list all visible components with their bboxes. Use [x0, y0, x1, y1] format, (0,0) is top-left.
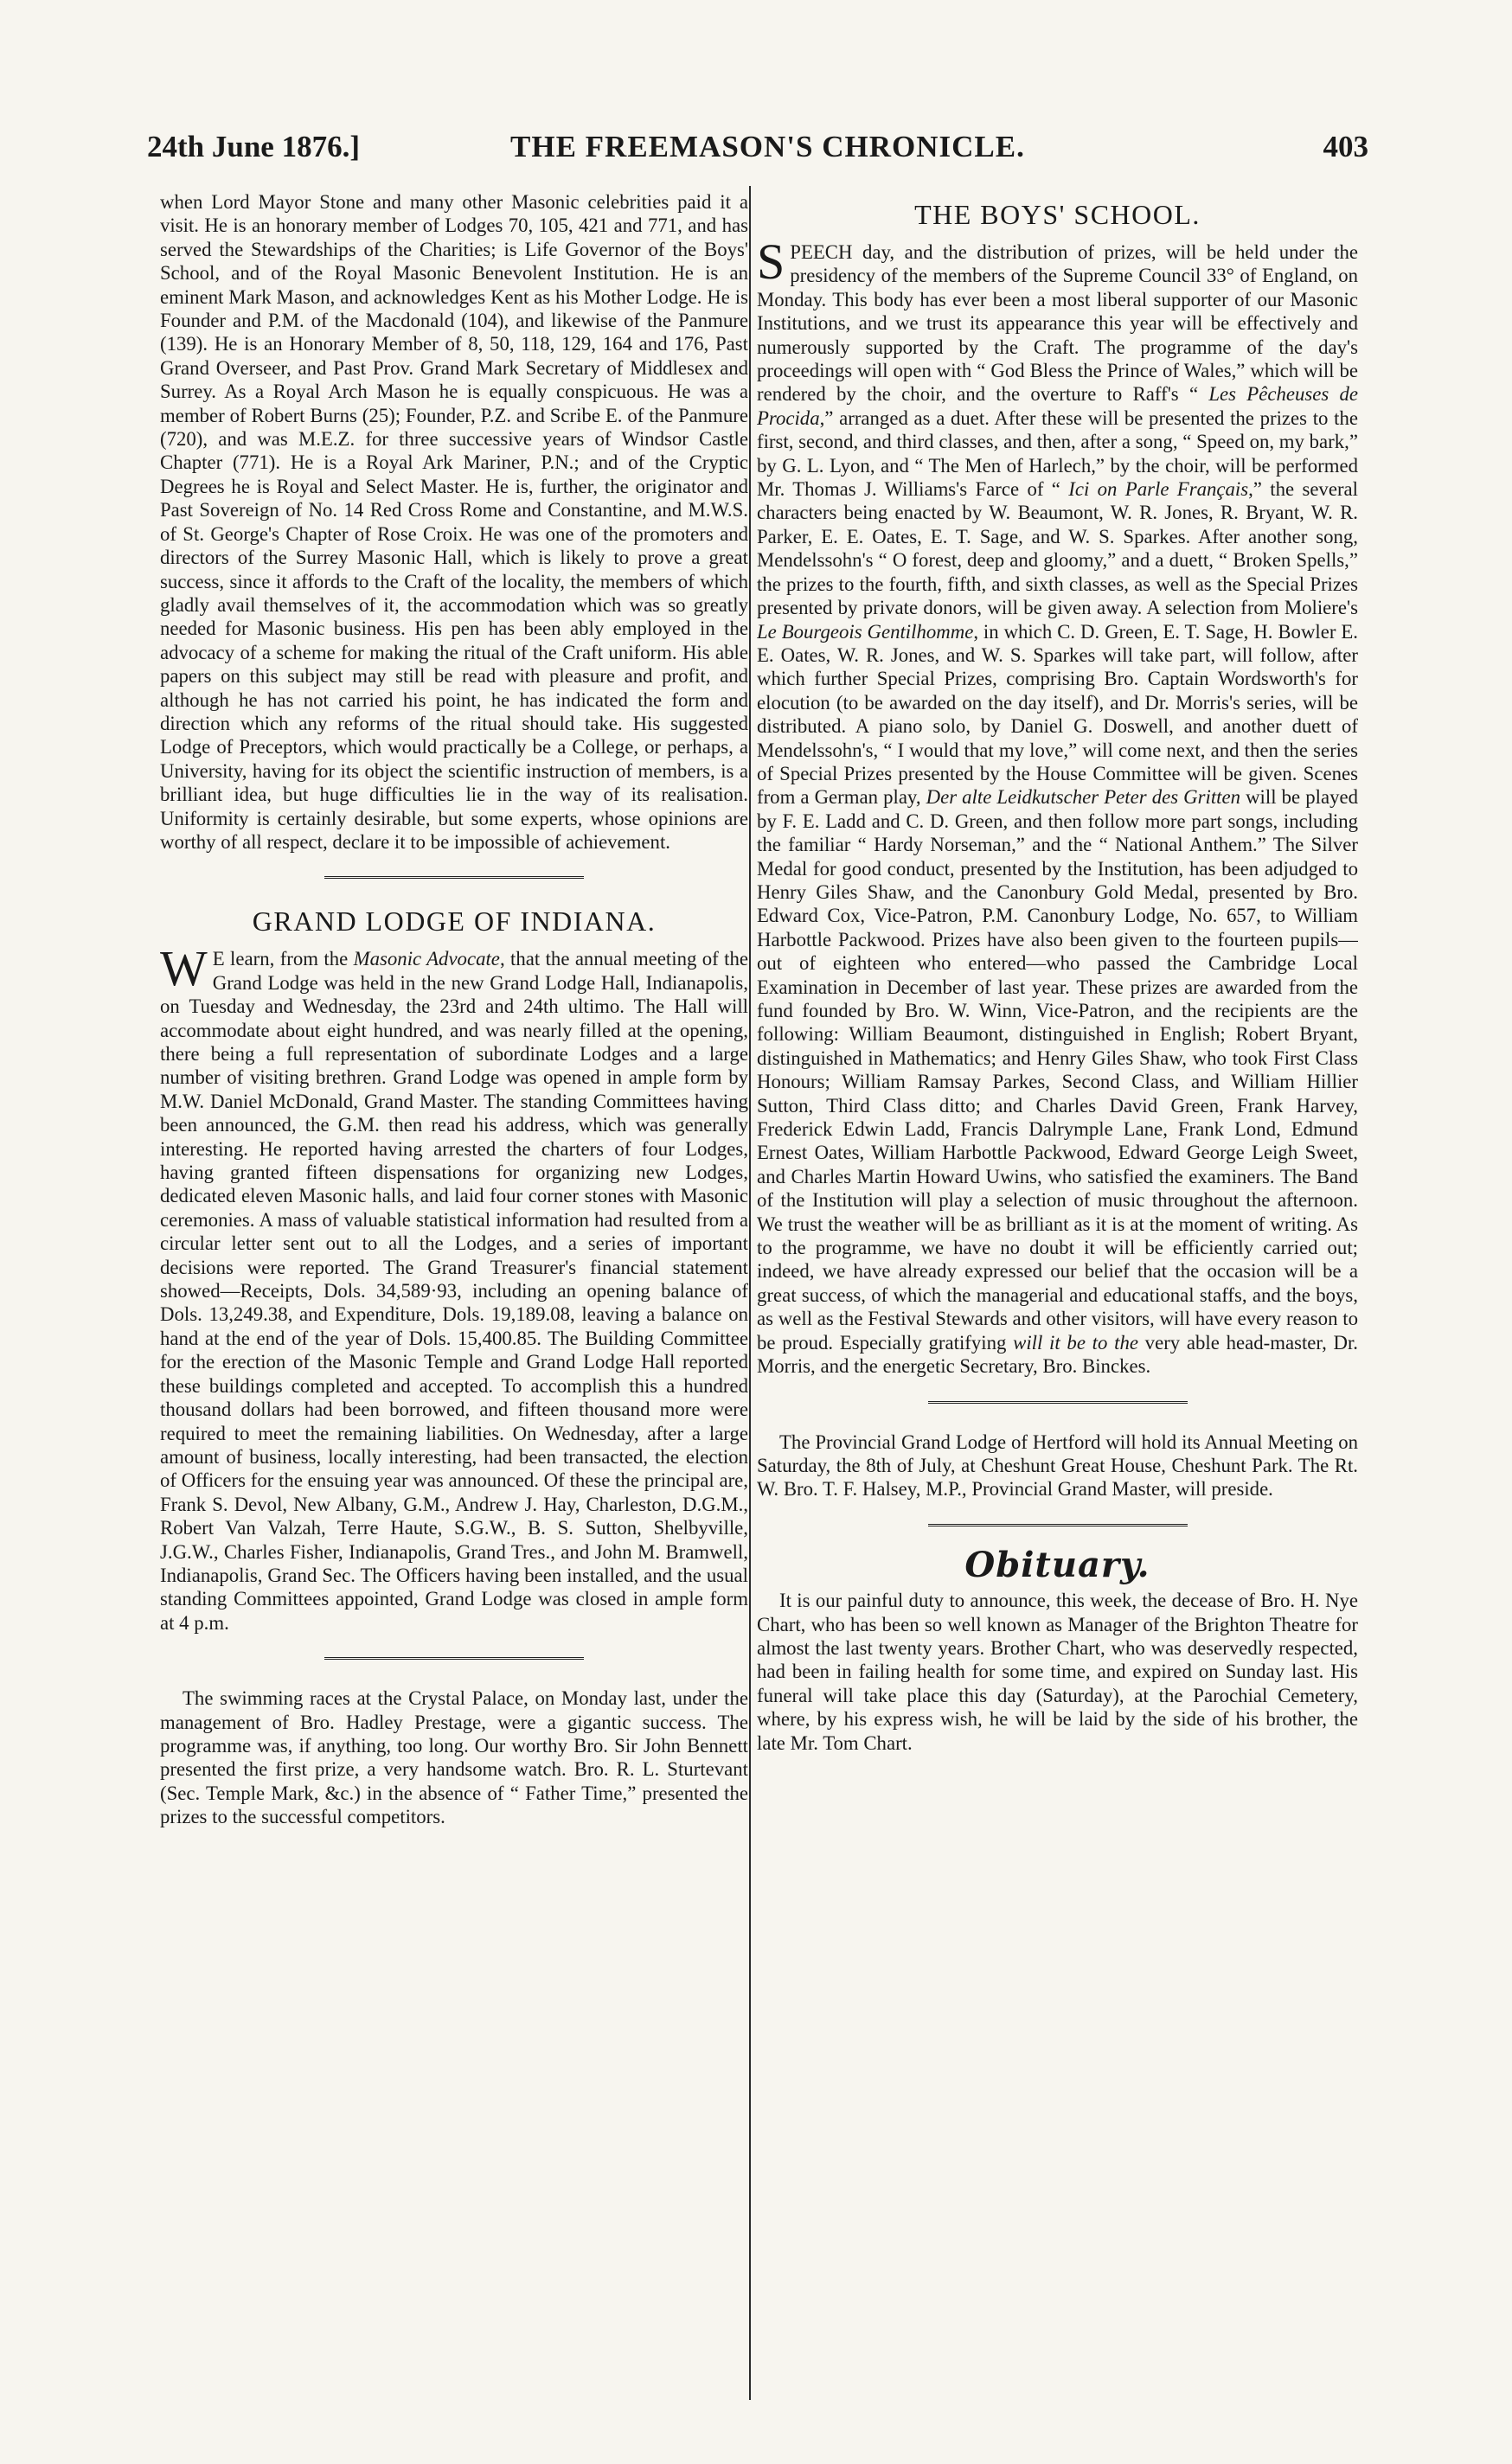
boys-text-6: very able head-master, Dr. Morris, and the energetic Secretary, Bro. Binckes.: [757, 1331, 1358, 1378]
hertford-paragraph: The Provincial Grand Lodge of Hertford will hold its Annual Meeting on Saturday, the 8th of July, at Cheshunt Great House, Cheshunt Park. The Rt. W. Bro. T. F. Halsey, M.P., Provincial Grand Master, will preside.: [757, 1430, 1358, 1501]
masthead-title: THE FREEMASON'S CHRONICLE.: [510, 130, 1025, 163]
page-number: 403: [1323, 130, 1368, 163]
obituary-heading: Obituary.: [964, 1544, 1150, 1585]
boys-text-4: , in which C. D. Green, E. T. Sage, H. Bowler E. E. Oates, W. R. Jones, and W. S. Sparkes will take part, will follow, after which further Special Prizes, comprising Bro. Captain Wordsworth's for elocution (to be awarded on the day itself), and Dr. Morris's series, will be distributed. A piano solo, by Daniel G. Doswell, and another duett of Mendelssohn's, “ I would that my love,” will come next, and then the series of Special Prizes presented by the House Committee will be given. Scenes from a German play,: [757, 620, 1358, 809]
page-header: [147, 130, 1368, 173]
section-separator: [928, 1401, 1188, 1406]
boys-italic-3: Le Bourgeois Gentilhomme: [757, 620, 974, 643]
left-column: [160, 190, 748, 2404]
indiana-dropcap: W: [160, 940, 208, 997]
section-separator: [324, 876, 584, 881]
right-column: [757, 190, 1358, 2404]
obituary-paragraph: It is our painful duty to announce, this week, the decease of Bro. H. Nye Chart, who has been so well known as Manager of the Brighton Theatre for almost the last twenty years. Brother Chart, who was deservedly respected, had been in failing health for some time, and expired on Sunday last. His funeral will take place this day (Saturday), at the Parochial Cemetery, where, by his express wish, he will be laid by the side of his brother, the late Mr. Tom Chart.: [757, 1590, 1358, 1754]
indiana-heading: GRAND LODGE OF INDIANA.: [252, 906, 657, 938]
boys-text-5: will be played by F. E. Ladd and C. D. Green, and then follow more part songs, including the familiar “ Hardy Norseman,” and the “ National Anthem.” The Silver Medal for good conduct, presented by the Institution, has been adjudged to Henry Giles Shaw, and the Canonbury Gold Medal, presented by Bro. Edward Cox, Vice-Patron, P.M. Canonbury Lodge, No. 657, to William Harbottle Packwood. Prizes have also been given to the fourteen pupils—out of eighteen who entered—who passed the Cambridge Local Examination in December of last year. These prizes are awarded from the fund founded by Bro. W. Winn, Vice-Patron, and the recipients are the following: William Beaumont, distinguished in English; Robert Bryant, distinguished in Mathematics; and Henry Giles Shaw, who took First Class Honours; William Ramsay Parkes, Second Class, and William Hillier Sutton, Third Class ditto; and Charles David Green, Frank Harvey, Frederick Edwin Ladd, Francis Dalrymple Lane, Frank Lond, Edmund Ernest Oates, William Harbottle Packwood, Edward George Leigh Sweet, and Charles Martin Howard Uwins, who satisfied the examiners. The Band of the Institution will play a selection of music throughout the afternoon. We trust the weather will be as brilliant as it is at the moment of writing. As to the programme, we have no doubt it will be efficiently carried out; indeed, we have already expressed our belief that the occasion will be a great success, of which the managerial and educational staffs, and the boys, as well as the Festival Stewards and other visitors, will have every reason to be proud. Especially gratifying: [757, 786, 1358, 1354]
boys-text-2: ,” arranged as a duet. After these will be presented the prizes to the first, second, and third classes, and then, after a song, “ Speed on, my bark,” by G. L. Lyon, and “ The Men of Harlech,” by the choir, will be performed Mr. Thomas J. Williams's Farce of “: [757, 406, 1358, 501]
column-divider: [749, 186, 751, 2400]
indiana-text-2: , that the annual meeting of the Grand Lodge was held in the new Grand Lodge Hall, Indianapolis, on Tuesday and Wednesday, the 23rd and 24th ultimo. The Hall will accommodate about eight hundred, and was nearly filled at the opening, there being a full representation of subordinate Lodges and a large number of visiting brethren. Grand Lodge was opened in ample form by M.W. Daniel McDonald, Grand Master. The standing Committees having been announced, the G.M. then read his address, which was generally interesting. He reported having arrested the charters of four Lodges, having granted fifteen dispensations for organizing new Lodges, dedicated eleven Masonic halls, and laid four corner stones with Masonic ceremonies. A mass of valuable statistical information had resulted from a circular letter sent out to all the Lodges, and a series of important decisions were reported. The Grand Treasurer's financial statement showed—Receipts, Dols. 34,589·93, including an opening balance of Dols. 13,249.38, and Expenditure, Dols. 19,189.08, leaving a balance on hand at the end of the year of Dols. 15,400.85. The Building Committee for the erection of the Masonic Temple and Grand Lodge Hall reported these buildings completed and accepted. To accomplish this a hundred thousand dollars had been borrowed, and fifteen thousand more were required to meet the remaining liabilities. On Wednesday, after a large amount of business, locally interesting, had been transacted, the election of Officers for the ensuing year was announced. Of these the principal are, Frank S. Devol, New Albany, G.M., Andrew J. Hay, Charleston, D.G.M., Robert Van Valzah, Terre Haute, S.G.W., B. S. Sutton, Shelbyville, J.G.W., Charles Fisher, Indianapolis, Grand Tres., and John M. Bramwell, Indianapolis, Grand Sec. The Officers having been installed, and the usual standing Committees appointed, Grand Lodge was closed in ample form at 4 p.m.: [160, 948, 748, 1634]
swimming-paragraph: The swimming races at the Crystal Palace, on Monday last, under the management of Bro. Hadley Prestage, were a gigantic success. The programme was, if anything, too long. Our worthy Bro. Sir John Bennett presented the first prize, a very handsome watch. Bro. R. L. Sturtevant (Sec. Temple Mark, &c.) in the absence of “ Father Time,” presented the prizes to the successful competitors.: [160, 1687, 748, 1828]
section-separator: [928, 1524, 1188, 1529]
boys-school-heading: THE BOYS' SCHOOL.: [914, 199, 1201, 230]
boys-text-1: PEECH day, and the distribution of prizes, will be held under the presidency of the members of the Supreme Council 33° of England, on Monday. This body has ever been a most liberal supporter of our Masonic Institutions, and we trust its appearance this year will be effectively and numerously supported by the Craft. The programme of the day's proceedings will open with “ God Bless the Prince of Wales,” which will be rendered by the choir, and the overture to Raff's “: [757, 241, 1358, 406]
boys-italic-1: Les Pêcheuses de Procida: [757, 383, 1358, 429]
indiana-source: Masonic Advocate: [353, 948, 500, 970]
continued-article-text: when Lord Mayor Stone and many other Masonic celebrities paid it a visit. He is an honorary member of Lodges 70, 105, 421 and 771, and has served the Stewardships of the Charities; is Life Governor of the Boys' School, and of the Royal Masonic Benevolent Institution. He is an eminent Mark Mason, and acknowledges Kent as his Mother Lodge. He is Founder and P.M. of the Macdonald (104), and likewise of the Panmure (139). He is an Honorary Member of 8, 50, 118, 129, 164 and 176, Past Grand Overseer, and Past Prov. Grand Mark Secretary of Middlesex and Surrey. As a Royal Arch Mason he is equally conspicuous. He was a member of Robert Burns (25); Founder, P.Z. and Scribe E. of the Panmure (720), and was M.E.Z. for three successive years of Windsor Castle Chapter (771). He is a Royal Ark Mariner, P.N.; and of the Cryptic Degrees he is Royal and Select Master. He is, further, the originator and Past Sovereign of No. 14 Red Cross Rome and Constantine, and M.W.S. of St. George's Chapter of Rose Croix. He was one of the promoters and directors of the Surrey Masonic Hall, which is likely to prove a great success, since it affords to the Craft of the locality, the members of which gladly avail themselves of it, the accommodation which was so greatly needed for Masonic business. His pen has been ably employed in the advocacy of a scheme for making the ritual of the Craft uniform. His able papers on this subject may still be read with pleasure and profit, and although he has not carried his point, he has indicated the form and direction which any reforms of the ritual should take. His suggested Lodge of Preceptors, which would practically be a College, or perhaps, a University, having for its object the scientific instruction of members, is a brilliant idea, but huge difficulties lie in the way of its realisation. Uniformity is certainly desirable, but some experts, whose opinions are worthy of all respect, declare it to be impossible of achievement.: [160, 191, 748, 853]
boys-italic-2: Ici on Parle Français: [1068, 478, 1249, 501]
boys-italic-5: will it be to the: [1013, 1331, 1138, 1354]
section-separator: [324, 1657, 584, 1662]
indiana-text-1: E learn, from the: [212, 948, 354, 970]
boys-text-3: ,” the several characters being enacted by W. Beaumont, W. R. Jones, R. Bryant, W. R. Parker, E. E. Oates, E. T. Sage, and W. S. Sparkes. After another song, Mendelssohn's “ O forest, deep and gloomy,” and a duett, “ Broken Spells,” the prizes to the fourth, fifth, and sixth classes, as well as the Special Prizes presented by private donors, will be given away. A selection from Moliere's: [757, 478, 1358, 619]
issue-date: 24th June 1876.]: [147, 130, 360, 163]
boys-dropcap: S: [757, 234, 785, 290]
indiana-article: [160, 940, 748, 1635]
boys-italic-4: Der alte Leidkutscher Peter des Gritten: [926, 786, 1241, 809]
boys-school-article: [757, 234, 1358, 1379]
